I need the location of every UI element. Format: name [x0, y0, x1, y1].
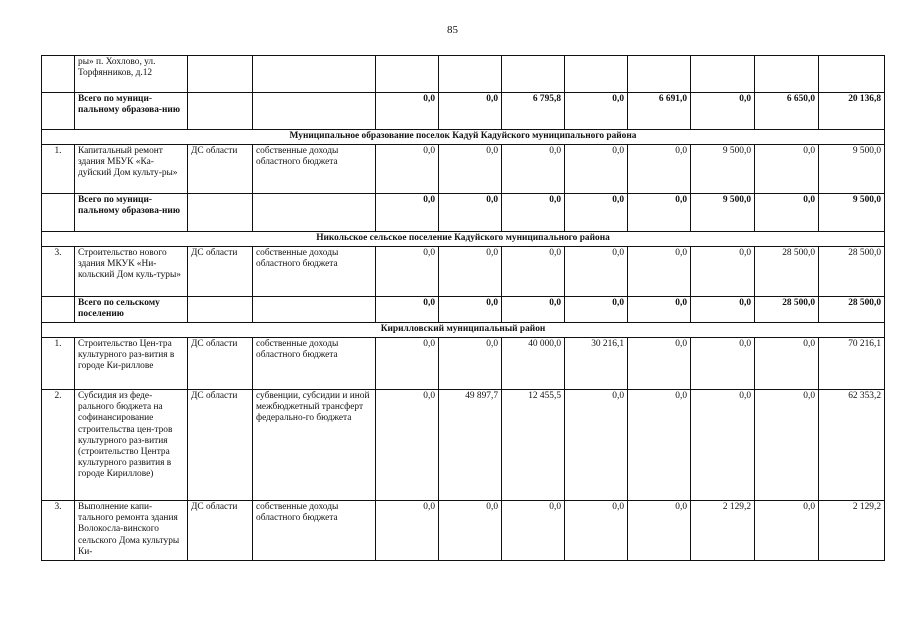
- value-cell: 0,0: [565, 194, 628, 232]
- value-cell: 0,0: [439, 247, 502, 297]
- value-cell: 0,0: [376, 390, 439, 501]
- value-cell: 0,0: [439, 145, 502, 194]
- funding-source: собственные доходы областного бюджета: [253, 145, 376, 194]
- total-label: Всего по сельскому поселению: [75, 297, 188, 323]
- value-cell: 6 795,8: [502, 93, 565, 130]
- value-cell: 2 129,2: [819, 501, 885, 561]
- funding-source: субвенции, субсидии и иной межбюджетный трансферт федерально-го бюджета: [253, 390, 376, 501]
- object-name: Капитальный ремонт здания МБУК «Ка-дуйский Дом культу-ры»: [75, 145, 188, 194]
- budget-table: [41, 55, 885, 561]
- section-row: [42, 323, 885, 338]
- value-cell: 0,0: [691, 338, 755, 390]
- row-number: 3.: [42, 501, 75, 561]
- value-cell: 0,0: [628, 338, 691, 390]
- value-cell: 0,0: [755, 390, 819, 501]
- section-title: Муниципальное образование поселок Кадуй Кадуйского муниципального района: [42, 130, 885, 145]
- value-cell: 0,0: [691, 247, 755, 297]
- value-cell: 9 500,0: [819, 145, 885, 194]
- value-cell: 0,0: [376, 501, 439, 561]
- value-cell: 0,0: [755, 501, 819, 561]
- value-cell: 0,0: [565, 93, 628, 130]
- row-number: 1.: [42, 338, 75, 390]
- total-row: [42, 297, 885, 323]
- total-row: [42, 93, 885, 130]
- value-cell: 20 136,8: [819, 93, 885, 130]
- value-cell: 0,0: [502, 145, 565, 194]
- section-title: Кирилловский муниципальный район: [42, 323, 885, 338]
- row-number: 3.: [42, 247, 75, 297]
- value-cell: 62 353,2: [819, 390, 885, 501]
- value-cell: 28 500,0: [819, 247, 885, 297]
- value-cell: 9 500,0: [819, 194, 885, 232]
- funding-type: ДС области: [188, 247, 253, 297]
- value-cell: 0,0: [376, 93, 439, 130]
- value-cell: 6 650,0: [755, 93, 819, 130]
- value-cell: 0,0: [565, 390, 628, 501]
- value-cell: 0,0: [628, 390, 691, 501]
- value-cell: 0,0: [628, 194, 691, 232]
- table-row: [42, 145, 885, 194]
- value-cell: 0,0: [439, 93, 502, 130]
- value-cell: 0,0: [565, 145, 628, 194]
- value-cell: 0,0: [628, 247, 691, 297]
- value-cell: 70 216,1: [819, 338, 885, 390]
- value-cell: 0,0: [565, 297, 628, 323]
- value-cell: 6 691,0: [628, 93, 691, 130]
- value-cell: 0,0: [376, 145, 439, 194]
- total-label: Всего по муници-пальному образова-нию: [75, 93, 188, 130]
- value-cell: 28 500,0: [755, 297, 819, 323]
- value-cell: 0,0: [691, 93, 755, 130]
- value-cell: 0,0: [691, 390, 755, 501]
- value-cell: 9 500,0: [691, 194, 755, 232]
- funding-source: собственные доходы областного бюджета: [253, 247, 376, 297]
- value-cell: 0,0: [628, 501, 691, 561]
- object-name: Субсидия из феде-рального бюджета на софинансирование строительства цен-тров культурного раз-вития (строительство Центра культурного развития в городе Кириллове): [75, 390, 188, 501]
- value-cell: 0,0: [376, 297, 439, 323]
- funding-type: ДС области: [188, 501, 253, 561]
- table-row: [42, 338, 885, 390]
- value-cell: 0,0: [502, 501, 565, 561]
- value-cell: 30 216,1: [565, 338, 628, 390]
- table-row: [42, 247, 885, 297]
- value-cell: 9 500,0: [691, 145, 755, 194]
- value-cell: 2 129,2: [691, 501, 755, 561]
- object-name: Строительство Цен-тра культурного раз-вития в городе Ки-риллове: [75, 338, 188, 390]
- row-number: [42, 56, 75, 93]
- object-name: Строительство нового здания МКУК «Ни-кольский Дом куль-туры»: [75, 247, 188, 297]
- value-cell: 28 500,0: [755, 247, 819, 297]
- value-cell: 0,0: [755, 338, 819, 390]
- value-cell: 0,0: [439, 501, 502, 561]
- value-cell: 0,0: [502, 194, 565, 232]
- value-cell: 0,0: [565, 501, 628, 561]
- value-cell: 0,0: [628, 145, 691, 194]
- value-cell: 0,0: [691, 297, 755, 323]
- value-cell: 0,0: [565, 247, 628, 297]
- funding-type: ДС области: [188, 145, 253, 194]
- value-cell: 0,0: [376, 338, 439, 390]
- section-row: [42, 232, 885, 247]
- funding-type: ДС области: [188, 390, 253, 501]
- object-name: Выполнение капи-тального ремонта здания Волокосла-винского сельского Дома культуры Ки-: [75, 501, 188, 561]
- table-row: [42, 56, 885, 93]
- funding-type: ДС области: [188, 338, 253, 390]
- value-cell: 0,0: [628, 297, 691, 323]
- value-cell: 49 897,7: [439, 390, 502, 501]
- table-row: [42, 390, 885, 501]
- funding-source: собственные доходы областного бюджета: [253, 338, 376, 390]
- total-row: [42, 194, 885, 232]
- value-cell: 0,0: [502, 297, 565, 323]
- total-label: Всего по муници-пальному образова-нию: [75, 194, 188, 232]
- value-cell: 12 455,5: [502, 390, 565, 501]
- value-cell: 0,0: [376, 194, 439, 232]
- row-number: 1.: [42, 145, 75, 194]
- value-cell: 0,0: [755, 194, 819, 232]
- table-row: [42, 501, 885, 561]
- value-cell: 0,0: [502, 247, 565, 297]
- object-name: ры» п. Хохлово, ул. Торфянников, д.12: [75, 56, 188, 93]
- value-cell: 0,0: [439, 297, 502, 323]
- page-number: 85: [447, 24, 458, 36]
- value-cell: 0,0: [376, 247, 439, 297]
- row-number: 2.: [42, 390, 75, 501]
- value-cell: 28 500,0: [819, 297, 885, 323]
- value-cell: 0,0: [439, 338, 502, 390]
- value-cell: 40 000,0: [502, 338, 565, 390]
- section-title: Никольское сельское поселение Кадуйского муниципального района: [42, 232, 885, 247]
- value-cell: 0,0: [439, 194, 502, 232]
- section-row: [42, 130, 885, 145]
- funding-source: собственные доходы областного бюджета: [253, 501, 376, 561]
- value-cell: 0,0: [755, 145, 819, 194]
